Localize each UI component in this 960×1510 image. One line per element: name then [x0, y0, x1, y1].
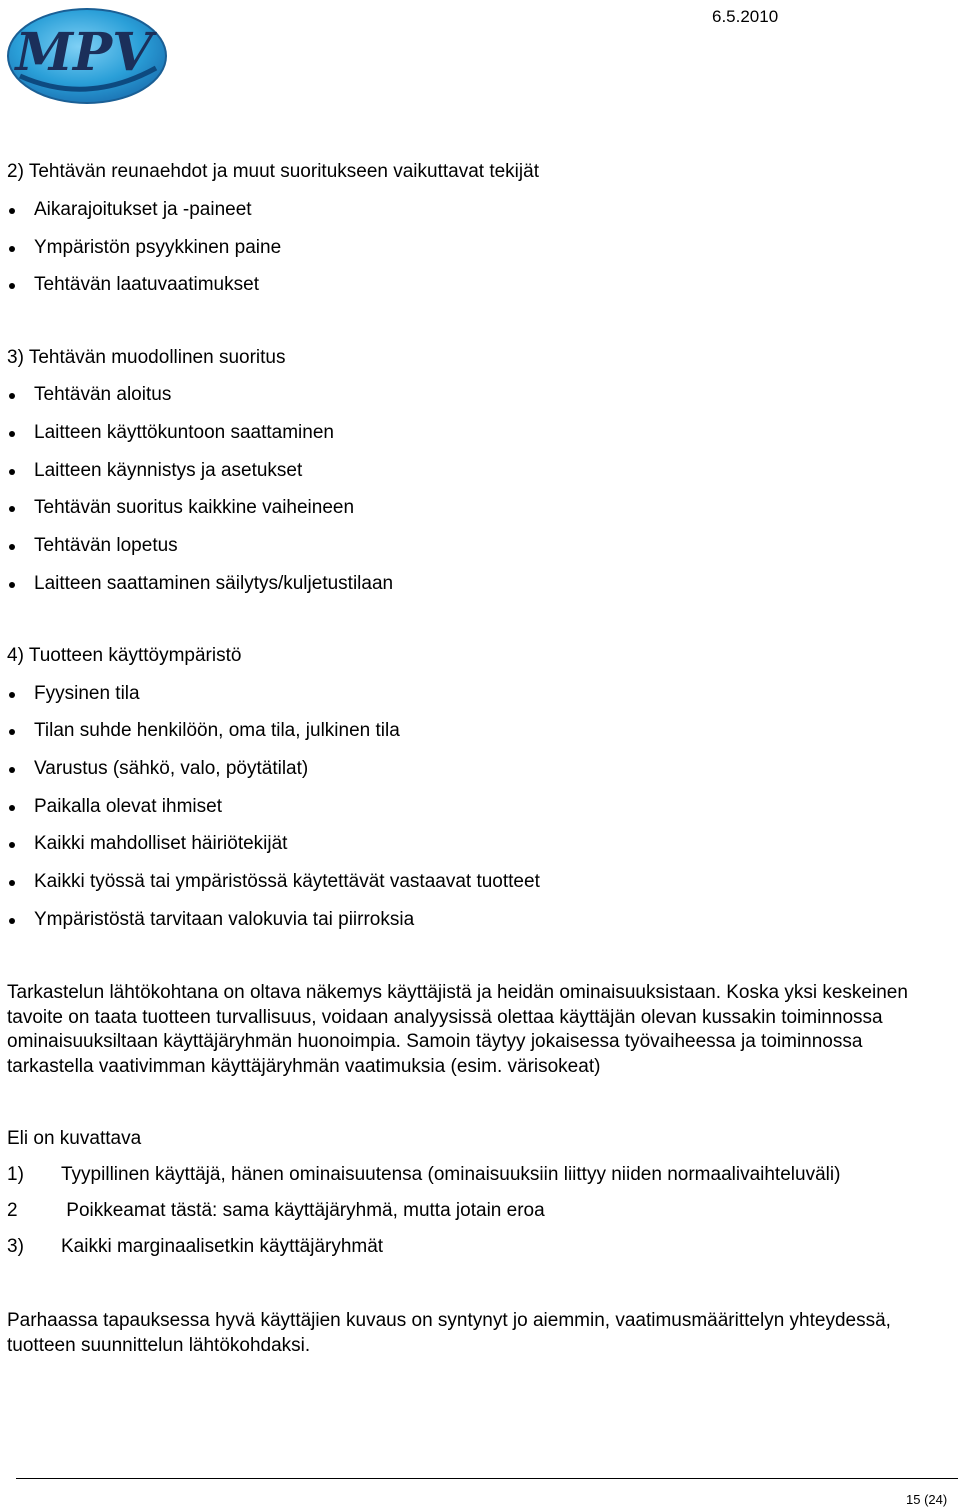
- bullet-icon: [9, 506, 15, 512]
- bullet-icon: [9, 246, 15, 252]
- list-item: Tehtävän suoritus kaikkine vaiheineen: [7, 497, 354, 519]
- mpv-logo: [6, 6, 168, 106]
- list-item: Ympäristöstä tarvitaan valokuvia tai piirroksia: [7, 909, 414, 931]
- list-item: Paikalla olevat ihmiset: [7, 796, 222, 818]
- page-number: 15 (24): [906, 1492, 948, 1507]
- list-item: Tehtävän laatuvaatimukset: [7, 274, 259, 296]
- section-4-heading: 4) Tuotteen käyttöympäristö: [7, 645, 242, 666]
- numbered-item: [7, 1164, 840, 1186]
- list-marker: 1): [7, 1164, 24, 1185]
- describe-heading: Eli on kuvattava: [7, 1128, 142, 1149]
- numbered-item: [7, 1200, 545, 1222]
- bullet-icon: [9, 842, 15, 848]
- list-item: Fyysinen tila: [7, 683, 140, 705]
- section-2-heading: 2) Tehtävän reunaehdot ja muut suoritukseen vaikuttavat tekijät: [7, 161, 539, 182]
- bullet-icon: [9, 729, 15, 735]
- logo-text: MPV: [15, 22, 153, 83]
- bullet-icon: [9, 544, 15, 550]
- bullet-icon: [9, 431, 15, 437]
- list-item: Tehtävän lopetus: [7, 535, 178, 557]
- list-item: Kaikki mahdolliset häiriötekijät: [7, 833, 287, 855]
- bullet-icon: [9, 805, 15, 811]
- numbered-item: [7, 1236, 383, 1258]
- list-item: Tehtävän aloitus: [7, 384, 171, 406]
- list-item: Laitteen käynnistys ja asetukset: [7, 460, 302, 482]
- list-marker: 3): [7, 1236, 24, 1257]
- numbered-item-text: Tyypillinen käyttäjä, hänen ominaisuutensa (ominaisuuksiin liittyy niiden normaalivaihteluväli): [61, 1164, 841, 1185]
- mpv-logo-graphic: [6, 6, 168, 106]
- paragraph-conclusion: Parhaassa tapauksessa hyvä käyttäjien kuvaus on syntynyt jo aiemmin, vaatimusmäärittelyn yhteydessä, tuotteen suunnittelun lähtökohdaksi.: [7, 1310, 891, 1356]
- numbered-item-text: Poikkeamat tästä: sama käyttäjäryhmä, mutta jotain eroa: [61, 1200, 545, 1221]
- footer-divider: [16, 1478, 958, 1479]
- list-item: Aikarajoitukset ja -paineet: [7, 199, 252, 221]
- bullet-icon: [9, 393, 15, 399]
- list-item: Kaikki työssä tai ympäristössä käytettävät vastaavat tuotteet: [7, 871, 540, 893]
- bullet-icon: [9, 283, 15, 289]
- bullet-icon: [9, 469, 15, 475]
- bullet-icon: [9, 880, 15, 886]
- list-marker: 2: [7, 1200, 18, 1221]
- bullet-icon: [9, 767, 15, 773]
- list-item: Laitteen saattaminen säilytys/kuljetustilaan: [7, 573, 393, 595]
- list-item: Varustus (sähkö, valo, pöytätilat): [7, 758, 308, 780]
- bullet-icon: [9, 582, 15, 588]
- document-date: 6.5.2010: [712, 7, 779, 26]
- list-item: Laitteen käyttökuntoon saattaminen: [7, 422, 334, 444]
- numbered-item-text: Kaikki marginaalisetkin käyttäjäryhmät: [61, 1236, 384, 1257]
- section-3-heading: 3) Tehtävän muodollinen suoritus: [7, 347, 286, 368]
- list-item: Ympäristön psyykkinen paine: [7, 237, 281, 259]
- paragraph-users: Tarkastelun lähtökohtana on oltava näkemys käyttäjistä ja heidän ominaisuuksistaan. Koska yksi keskeinen tavoite on taata tuotteen turvallisuus, voidaan analyysissä olettaa käyttäjän olevan kussakin toiminnossa ominaisuuksiltaan käyttäjäryhmän huonoimpia. Samoin täytyy jokaisessa työvaiheessa ja toiminnossa tarkastella vaativimman käyttäjäryhmän vaatimuksia (esim. värisokeat): [7, 982, 908, 1077]
- bullet-icon: [9, 692, 15, 698]
- bullet-icon: [9, 208, 15, 214]
- bullet-icon: [9, 918, 15, 924]
- list-item: Tilan suhde henkilöön, oma tila, julkinen tila: [7, 720, 400, 742]
